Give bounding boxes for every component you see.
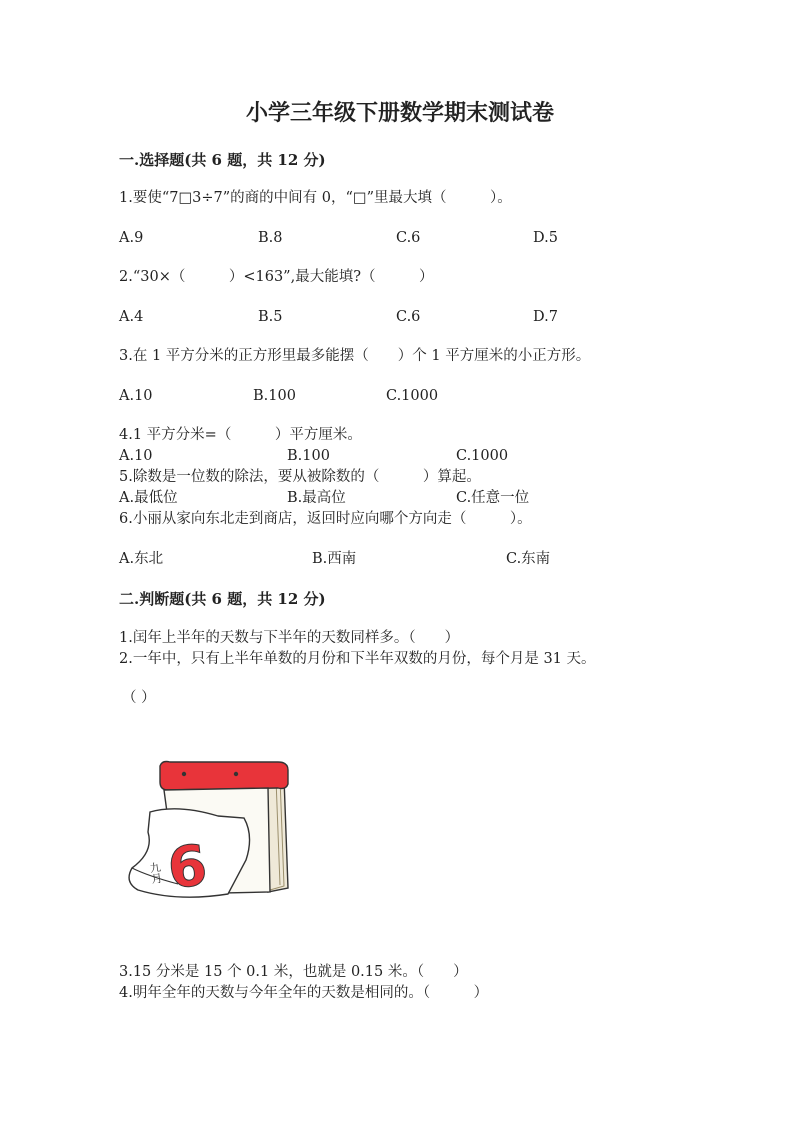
section-heading-choice: 一.选择题(共 6 题，共 12 分) <box>119 151 326 169</box>
option-b: B.西南 <box>312 551 357 567</box>
question-5: 5.除数是一位数的除法，要从被除数的（ ）算起。 <box>119 469 481 485</box>
option-b: B.100 <box>253 388 296 404</box>
option-b: B.8 <box>258 230 283 246</box>
option-a: A.最低位 <box>119 490 178 506</box>
option-a: A.4 <box>119 309 144 325</box>
judgement-question-3: 3.15 分米是 15 个 0.1 米，也就是 0.15 米。（ ） <box>119 964 468 980</box>
option-b: B.5 <box>258 309 283 325</box>
option-a: A.东北 <box>119 551 164 567</box>
option-c: C.东南 <box>506 551 551 567</box>
question-3: 3.在 1 平方分米的正方形里最多能摆（ ）个 1 平方厘米的小正方形。 <box>119 348 591 364</box>
calendar-month-text: 九月 <box>147 861 164 885</box>
option-d: D.7 <box>533 309 558 325</box>
question-2: 2.“30×（ ）<163”,最大能填?（ ） <box>119 269 434 285</box>
calendar-day-number: 6 <box>164 833 211 902</box>
option-b: B.100 <box>287 448 330 464</box>
option-a: A.9 <box>119 230 144 246</box>
question-1: 1.要使“7□3÷7”的商的中间有 0，“□”里最大填（ ）。 <box>119 190 512 206</box>
answer-blank: （ ） <box>122 690 156 706</box>
option-a: A.10 <box>119 388 153 404</box>
option-c: C.6 <box>396 309 421 325</box>
judgement-question-1: 1.闰年上半年的天数与下半年的天数同样多。（ ） <box>119 630 460 646</box>
question-4: 4.1 平方分米=（ ）平方厘米。 <box>119 427 362 443</box>
judgement-question-4: 4.明年全年的天数与今年全年的天数是相同的。（ ） <box>119 985 489 1001</box>
judgement-question-2: 2.一年中，只有上半年单数的月份和下半年双数的月份，每个月是 31 天。 <box>119 651 596 667</box>
option-c: C.1000 <box>386 388 439 404</box>
question-6: 6.小丽从家向东北走到商店，返回时应向哪个方向走（ ）。 <box>119 511 532 527</box>
option-c: C.1000 <box>456 448 509 464</box>
option-c: C.6 <box>396 230 421 246</box>
section-heading-judgement: 二.判断题(共 6 题，共 12 分) <box>119 590 326 608</box>
calendar-illustration <box>118 756 298 904</box>
option-c: C.任意一位 <box>456 490 530 506</box>
option-d: D.5 <box>533 230 558 246</box>
page-title: 小学三年级下册数学期末测试卷 <box>245 100 554 126</box>
option-b: B.最高位 <box>287 490 346 506</box>
option-a: A.10 <box>119 448 153 464</box>
